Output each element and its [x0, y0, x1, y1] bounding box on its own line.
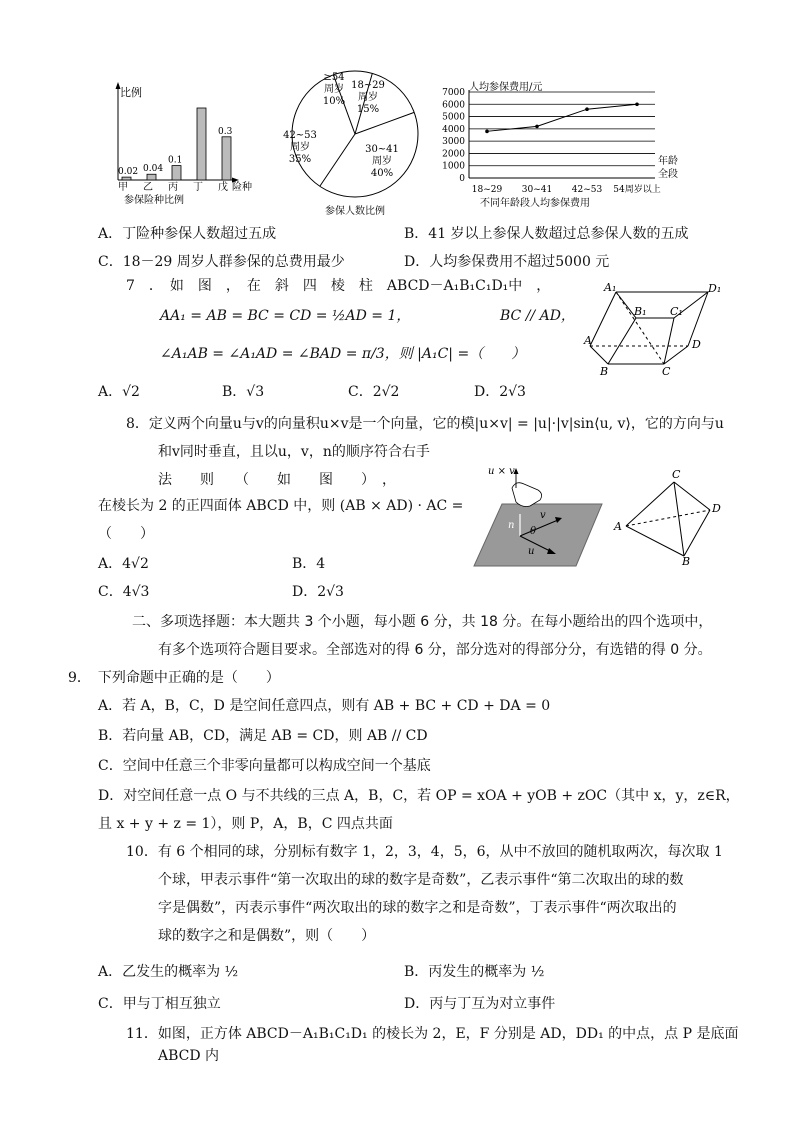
q10-option-b: B．丙发生的概率为 ½	[404, 964, 545, 980]
bar-1	[147, 174, 156, 180]
prism-label-d: D	[692, 338, 701, 351]
q8-line-1: 8．定义两个向量u与v的向量积u×v是一个向量，它的模|u×v| = |u|·|v|sin⟨u, v⟩，它的方向与u	[126, 416, 724, 432]
q6-option-d: D．人均参保费用不超过5000 元	[404, 254, 610, 270]
q9-option-c: C．空间中任意三个非零向量都可以构成空间一个基底	[98, 758, 431, 774]
line-chart	[435, 80, 678, 210]
bar-category-label-3: 丁	[193, 182, 203, 193]
line-xtick-2: 42~53	[571, 185, 603, 195]
line-ytick-5: 5000	[442, 112, 465, 123]
tetra-label-d: D	[712, 502, 721, 515]
prism-label-d1: D₁	[708, 282, 722, 295]
q8-option-a: A．4√2	[98, 556, 149, 572]
q9-option-d-1: D．对空间任意一点 O 与不共线的三点 A，B，C，若 OP = xOA + yOB + zOC（其中 x，y，z∈R，	[98, 788, 740, 804]
rh-u-label: u	[528, 546, 535, 557]
q8-line-2: 和v同时垂直，且以u，v，n的顺序符合右手	[158, 444, 430, 460]
bar-value-label-1: 0.04	[143, 164, 164, 175]
section2-line-2: 有多个选项符合题目要求。全部选对的得 6 分，部分选对的得部分分，有选错的得 0 分。	[158, 642, 712, 658]
line-xtick-0: 18~29	[471, 185, 503, 195]
bar-3	[197, 108, 206, 180]
line-ytick-2: 2000	[442, 149, 465, 160]
q8-option-c: C．4√3	[98, 584, 150, 600]
rh-v-label: v	[540, 510, 546, 521]
q10-line-2: 个球，甲表示事件“第一次取出的球的数字是奇数”，乙表示事件“第二次取出的球的数	[158, 872, 684, 888]
q11-line-1: 11．如图，正方体 ABCD－A₁B₁C₁D₁ 的棱长为 2，E，F 分别是 AD，DD₁ 的中点，点 P 是底面	[126, 1026, 739, 1042]
section2-line-1: 二、多项选择题：本大题共 3 个小题，每小题 6 分，共 18 分。在每小题给出的四个选项中，	[132, 614, 713, 630]
q8-line-3: 法 则 （ 如 图 ） ，	[158, 472, 396, 488]
prism-label-a: A	[584, 334, 592, 347]
bar-category-label-2: 丙	[168, 182, 178, 193]
prism-figure	[584, 278, 734, 378]
prism-label-a1: A₁	[604, 281, 617, 294]
q8-option-d: D．2√3	[292, 584, 344, 600]
q10-option-d: D．丙与丁互为对立事件	[404, 996, 556, 1012]
q10-option-c: C．甲与丁相互独立	[98, 996, 221, 1012]
q7-cond1: AA₁ = AB = BC = CD = ½AD = 1，	[160, 308, 411, 324]
q8-option-b: B．4	[292, 556, 326, 572]
tetra-label-b: B	[682, 555, 691, 568]
q10-option-a: A．乙发生的概率为 ½	[98, 964, 239, 980]
q7-option-a: A．√2	[98, 384, 140, 400]
bar-value-label-4: 0.3	[218, 126, 233, 137]
q8-line-4: 在棱长为 2 的正四面体 ABCD 中，则 (AB × AD) · AC =	[98, 498, 464, 514]
right-hand-rule-figure	[472, 462, 607, 572]
bar-ylabel: 比例	[120, 86, 142, 99]
bar-xlabel: 险种	[232, 182, 252, 193]
bar-0	[122, 177, 131, 180]
rh-theta-label: θ	[530, 526, 537, 537]
q8-line-5: （ ）	[98, 526, 154, 542]
q11-line-2: ABCD 内	[158, 1048, 220, 1064]
line-ytick-1: 1000	[442, 161, 465, 172]
line-point-2	[585, 107, 589, 111]
pie-slice-label-0: ≥54 周岁 10%	[322, 72, 346, 107]
pie-chart	[280, 68, 430, 218]
bar-chart	[100, 78, 250, 206]
line-ytick-4: 4000	[442, 124, 465, 135]
bar-caption: 参保险种比例	[124, 195, 184, 206]
prism-label-b: B	[600, 365, 609, 378]
rh-n-label: n	[508, 520, 515, 531]
q7-cond3: ∠A₁AB = ∠A₁AD = ∠BAD = π/3，则 |A₁C| =（ ）	[160, 346, 526, 362]
line-series	[487, 104, 637, 131]
line-point-1	[535, 125, 539, 129]
line-caption: 不同年龄段人均参保费用	[480, 198, 590, 209]
q9-option-b: B．若向量 AB，CD，满足 AB = CD，则 AB // CD	[98, 728, 428, 744]
bar-2	[172, 166, 181, 180]
tetra-label-a: A	[614, 520, 622, 533]
line-point-3	[635, 102, 639, 106]
line-ytick-0: 0	[459, 174, 465, 184]
line-xlabel-2: 全段	[658, 169, 678, 180]
q6-option-a: A．丁险种参保人数超过五成	[98, 226, 277, 242]
q6-option-c: C．18－29 周岁人群参保的总费用最少	[98, 254, 345, 270]
q9-option-a: A．若 A，B，C，D 是空间任意四点，则有 AB + BC + CD + DA = 0	[98, 698, 551, 714]
line-xtick-3: 54周岁以上	[613, 185, 661, 195]
prism-label-b1: B₁	[634, 305, 647, 318]
q7-cond2: BC // AD，	[500, 308, 575, 324]
q9-option-d-2: 且 x + y + z = 1），则 P，A，B，C 四点共面	[98, 816, 393, 832]
bar-category-label-1: 乙	[143, 182, 153, 193]
line-xtick-1: 30~41	[521, 185, 553, 195]
q7-stem: 7 ． 如 图 ， 在 斜 四 棱 柱 ABCD－A₁B₁C₁D₁中 ，	[126, 278, 551, 294]
q10-line-3: 字是偶数”，丙表示事件“两次取出的球的数字之和是奇数”，丁表示事件“两次取出的	[158, 900, 677, 916]
rh-uxv-label: u × v	[488, 466, 515, 477]
line-ytick-3: 3000	[442, 137, 465, 148]
q7-option-d: D．2√3	[474, 384, 526, 400]
q9-stem: 9． 下列命题中正确的是（ ）	[68, 670, 280, 686]
bar-category-label-0: 甲	[118, 182, 128, 193]
prism-label-c: C	[662, 365, 671, 378]
pie-slice-label-1: 18~29 周岁 15%	[351, 80, 385, 115]
q7-option-c: C．2√2	[348, 384, 400, 400]
bar-category-label-4: 戊	[218, 182, 228, 193]
line-ytick-6: 6000	[442, 100, 465, 111]
pie-caption: 参保人数比例	[325, 206, 385, 217]
tetrahedron-figure	[612, 466, 732, 566]
tetra-label-c: C	[672, 468, 681, 481]
line-xlabel-1: 年龄	[658, 156, 678, 167]
q7-option-b: B．√3	[222, 384, 265, 400]
q10-line-1: 10．有 6 个相同的球，分别标有数字 1，2，3，4，5，6，从中不放回的随机取两次，每次取 1	[126, 844, 723, 860]
prism-label-c1: C₁	[670, 305, 683, 318]
pie-slice-label-2: 30~41 周岁 40%	[365, 144, 399, 179]
pie-slice-label-3: 42~53 周岁 35%	[283, 130, 317, 165]
line-point-0	[485, 130, 489, 134]
q6-option-b: B．41 岁以上参保人数超过总参保人数的五成	[404, 226, 689, 242]
q10-line-4: 球的数字之和是偶数”，则（ ）	[158, 928, 376, 944]
bar-value-label-2: 0.1	[168, 155, 183, 166]
bar-4	[222, 137, 231, 180]
line-ytick-7: 7000	[442, 88, 465, 98]
line-ylabel: 人均参保费用/元	[469, 82, 543, 93]
bar-value-label-0: 0.02	[118, 167, 139, 178]
